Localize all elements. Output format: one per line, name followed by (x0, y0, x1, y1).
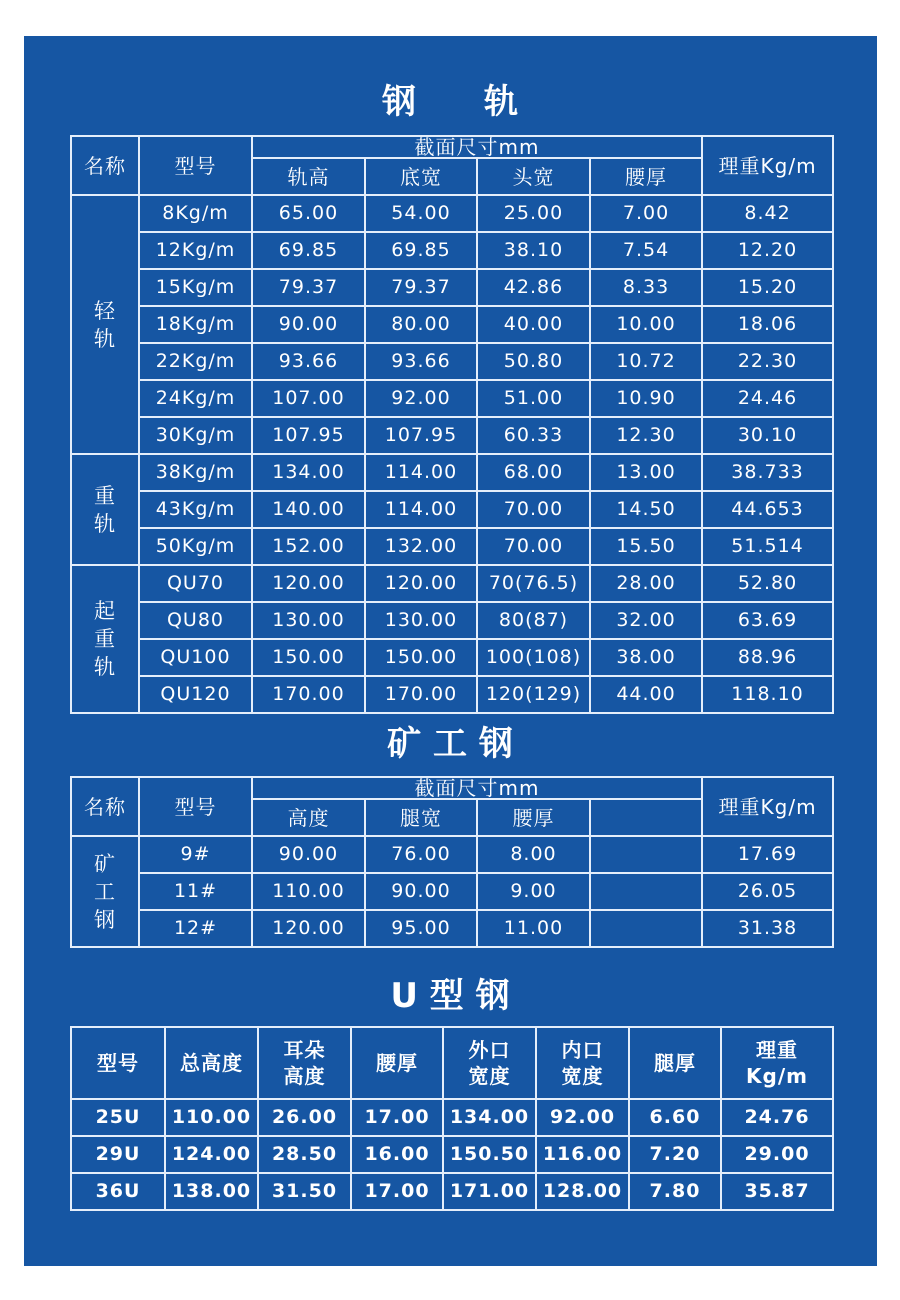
cell-height: 150.00 (252, 639, 365, 676)
cell-waist (590, 836, 702, 873)
group-label: 起 重 轨 (71, 565, 139, 713)
table-row (71, 836, 833, 873)
col-subheader: 高度 (252, 799, 365, 836)
col-header: 理重 Kg/m (721, 1027, 833, 1099)
cell: 110.00 (165, 1099, 258, 1136)
col-header-name: 名称 (71, 136, 139, 195)
cell-height: 152.00 (252, 528, 365, 565)
cell: 35.87 (721, 1173, 833, 1210)
col-header: 型号 (71, 1027, 165, 1099)
cell-model: 38Kg/m (139, 454, 252, 491)
group-label: 轻 轨 (71, 195, 139, 454)
cell-weight: 26.05 (702, 873, 833, 910)
cell-height: 93.66 (252, 343, 365, 380)
table-row (71, 195, 833, 232)
cell-waist: 7.00 (590, 195, 702, 232)
cell-head: 40.00 (477, 306, 590, 343)
cell-width: 120.00 (365, 565, 477, 602)
cell-head: 8.00 (477, 836, 590, 873)
cell-waist: 32.00 (590, 602, 702, 639)
cell-model: 15Kg/m (139, 269, 252, 306)
col-header: 腿厚 (629, 1027, 721, 1099)
u-table (70, 1026, 834, 1211)
cell-weight: 24.46 (702, 380, 833, 417)
header-row (71, 777, 833, 799)
cell: 92.00 (536, 1099, 629, 1136)
cell: 26.00 (258, 1099, 351, 1136)
mine-table (70, 776, 834, 948)
cell-width: 95.00 (365, 910, 477, 947)
cell: 138.00 (165, 1173, 258, 1210)
cell-weight: 22.30 (702, 343, 833, 380)
cell-width: 130.00 (365, 602, 477, 639)
cell: 6.60 (629, 1099, 721, 1136)
cell-waist: 14.50 (590, 491, 702, 528)
group-label: 矿 工 钢 (71, 836, 139, 947)
cell-width: 54.00 (365, 195, 477, 232)
cell-waist: 28.00 (590, 565, 702, 602)
group-label: 重 轨 (71, 454, 139, 565)
cell-head: 51.00 (477, 380, 590, 417)
cell: 150.50 (443, 1136, 536, 1173)
cell: 16.00 (351, 1136, 443, 1173)
col-subheader: 腰厚 (477, 799, 590, 836)
cell-waist (590, 873, 702, 910)
table-row (71, 639, 833, 676)
cell-width: 76.00 (365, 836, 477, 873)
cell-weight: 38.733 (702, 454, 833, 491)
cell-height: 90.00 (252, 306, 365, 343)
cell-model: 8Kg/m (139, 195, 252, 232)
cell-head: 70.00 (477, 491, 590, 528)
header-row (71, 136, 833, 158)
cell-model: 30Kg/m (139, 417, 252, 454)
table-row (71, 602, 833, 639)
mine-title: 矿 工 钢 (387, 724, 513, 764)
cell-weight: 88.96 (702, 639, 833, 676)
cell-head: 70(76.5) (477, 565, 590, 602)
cell-model: 9# (139, 836, 252, 873)
cell-waist: 13.00 (590, 454, 702, 491)
col-header: 总高度 (165, 1027, 258, 1099)
cell-head: 50.80 (477, 343, 590, 380)
cell: 17.00 (351, 1173, 443, 1210)
rail-table (70, 135, 834, 714)
cell: 29U (71, 1136, 165, 1173)
cell: 17.00 (351, 1099, 443, 1136)
cell-model: QU100 (139, 639, 252, 676)
cell-head: 70.00 (477, 528, 590, 565)
cell-model: 12# (139, 910, 252, 947)
cell-weight: 31.38 (702, 910, 833, 947)
table-row (71, 491, 833, 528)
col-header: 外口 宽度 (443, 1027, 536, 1099)
cell: 171.00 (443, 1173, 536, 1210)
cell-waist: 10.00 (590, 306, 702, 343)
cell-head: 38.10 (477, 232, 590, 269)
cell-waist: 44.00 (590, 676, 702, 713)
col-subheader: 头宽 (477, 158, 590, 195)
cell-height: 69.85 (252, 232, 365, 269)
cell-head: 100(108) (477, 639, 590, 676)
col-header: 内口 宽度 (536, 1027, 629, 1099)
col-subheader: 腿宽 (365, 799, 477, 836)
cell-weight: 44.653 (702, 491, 833, 528)
cell-height: 170.00 (252, 676, 365, 713)
col-header: 腰厚 (351, 1027, 443, 1099)
cell-weight: 18.06 (702, 306, 833, 343)
cell-height: 140.00 (252, 491, 365, 528)
cell-waist: 38.00 (590, 639, 702, 676)
cell-width: 90.00 (365, 873, 477, 910)
col-header: 耳朵 高度 (258, 1027, 351, 1099)
table-row (71, 1099, 833, 1136)
cell-model: 18Kg/m (139, 306, 252, 343)
cell-head: 80(87) (477, 602, 590, 639)
cell-height: 120.00 (252, 565, 365, 602)
cell: 7.20 (629, 1136, 721, 1173)
table-row (71, 528, 833, 565)
col-header-weight: 理重Kg/m (702, 136, 833, 195)
cell: 124.00 (165, 1136, 258, 1173)
cell-model: 11# (139, 873, 252, 910)
table-row (71, 269, 833, 306)
col-subheader: 轨高 (252, 158, 365, 195)
cell-width: 170.00 (365, 676, 477, 713)
cell-model: QU120 (139, 676, 252, 713)
col-subheader (590, 799, 702, 836)
cell-width: 69.85 (365, 232, 477, 269)
cell-height: 134.00 (252, 454, 365, 491)
cell-width: 132.00 (365, 528, 477, 565)
cell-model: QU70 (139, 565, 252, 602)
cell-width: 107.95 (365, 417, 477, 454)
col-subheader: 底宽 (365, 158, 477, 195)
col-header-name: 名称 (71, 777, 139, 836)
cell-waist: 12.30 (590, 417, 702, 454)
cell-width: 150.00 (365, 639, 477, 676)
cell-waist (590, 910, 702, 947)
cell-weight: 52.80 (702, 565, 833, 602)
cell-model: 12Kg/m (139, 232, 252, 269)
cell-weight: 17.69 (702, 836, 833, 873)
cell: 128.00 (536, 1173, 629, 1210)
cell-weight: 51.514 (702, 528, 833, 565)
cell-head: 25.00 (477, 195, 590, 232)
cell-width: 93.66 (365, 343, 477, 380)
cell-weight: 15.20 (702, 269, 833, 306)
cell-waist: 10.72 (590, 343, 702, 380)
cell: 29.00 (721, 1136, 833, 1173)
header-row (71, 1027, 833, 1099)
cell-weight: 8.42 (702, 195, 833, 232)
cell-model: 24Kg/m (139, 380, 252, 417)
cell-model: 43Kg/m (139, 491, 252, 528)
table-row (71, 873, 833, 910)
cell-model: 22Kg/m (139, 343, 252, 380)
table-row (71, 343, 833, 380)
cell-head: 120(129) (477, 676, 590, 713)
cell: 31.50 (258, 1173, 351, 1210)
cell-height: 110.00 (252, 873, 365, 910)
col-header-model: 型号 (139, 777, 252, 836)
cell-height: 65.00 (252, 195, 365, 232)
table-row (71, 417, 833, 454)
table-row (71, 676, 833, 713)
cell-waist: 10.90 (590, 380, 702, 417)
cell-head: 9.00 (477, 873, 590, 910)
cell-head: 42.86 (477, 269, 590, 306)
cell: 116.00 (536, 1136, 629, 1173)
cell-weight: 12.20 (702, 232, 833, 269)
cell-height: 90.00 (252, 836, 365, 873)
col-header-model: 型号 (139, 136, 252, 195)
col-header-section: 截面尺寸mm (252, 777, 702, 799)
cell-model: QU80 (139, 602, 252, 639)
cell-width: 79.37 (365, 269, 477, 306)
col-subheader: 腰厚 (590, 158, 702, 195)
cell-weight: 118.10 (702, 676, 833, 713)
u-title: U 型 钢 (390, 976, 510, 1016)
cell: 36U (71, 1173, 165, 1210)
table-row (71, 565, 833, 602)
cell-height: 107.95 (252, 417, 365, 454)
cell-height: 79.37 (252, 269, 365, 306)
col-header-section: 截面尺寸mm (252, 136, 702, 158)
cell-model: 50Kg/m (139, 528, 252, 565)
cell-height: 130.00 (252, 602, 365, 639)
cell-weight: 63.69 (702, 602, 833, 639)
cell-height: 107.00 (252, 380, 365, 417)
cell-waist: 7.54 (590, 232, 702, 269)
cell-head: 11.00 (477, 910, 590, 947)
cell-height: 120.00 (252, 910, 365, 947)
cell-waist: 15.50 (590, 528, 702, 565)
table-row (71, 454, 833, 491)
cell-head: 60.33 (477, 417, 590, 454)
cell-head: 68.00 (477, 454, 590, 491)
table-row (71, 380, 833, 417)
col-header-weight: 理重Kg/m (702, 777, 833, 836)
cell: 7.80 (629, 1173, 721, 1210)
cell: 134.00 (443, 1099, 536, 1136)
cell: 25U (71, 1099, 165, 1136)
cell-width: 92.00 (365, 380, 477, 417)
cell: 24.76 (721, 1099, 833, 1136)
cell-weight: 30.10 (702, 417, 833, 454)
cell-width: 114.00 (365, 491, 477, 528)
table-row (71, 306, 833, 343)
table-row (71, 232, 833, 269)
table-row (71, 1173, 833, 1210)
table-row (71, 1136, 833, 1173)
table-row (71, 910, 833, 947)
cell-width: 80.00 (365, 306, 477, 343)
cell-width: 114.00 (365, 454, 477, 491)
cell-waist: 8.33 (590, 269, 702, 306)
cell: 28.50 (258, 1136, 351, 1173)
rail-title: 钢 轨 (382, 82, 518, 122)
